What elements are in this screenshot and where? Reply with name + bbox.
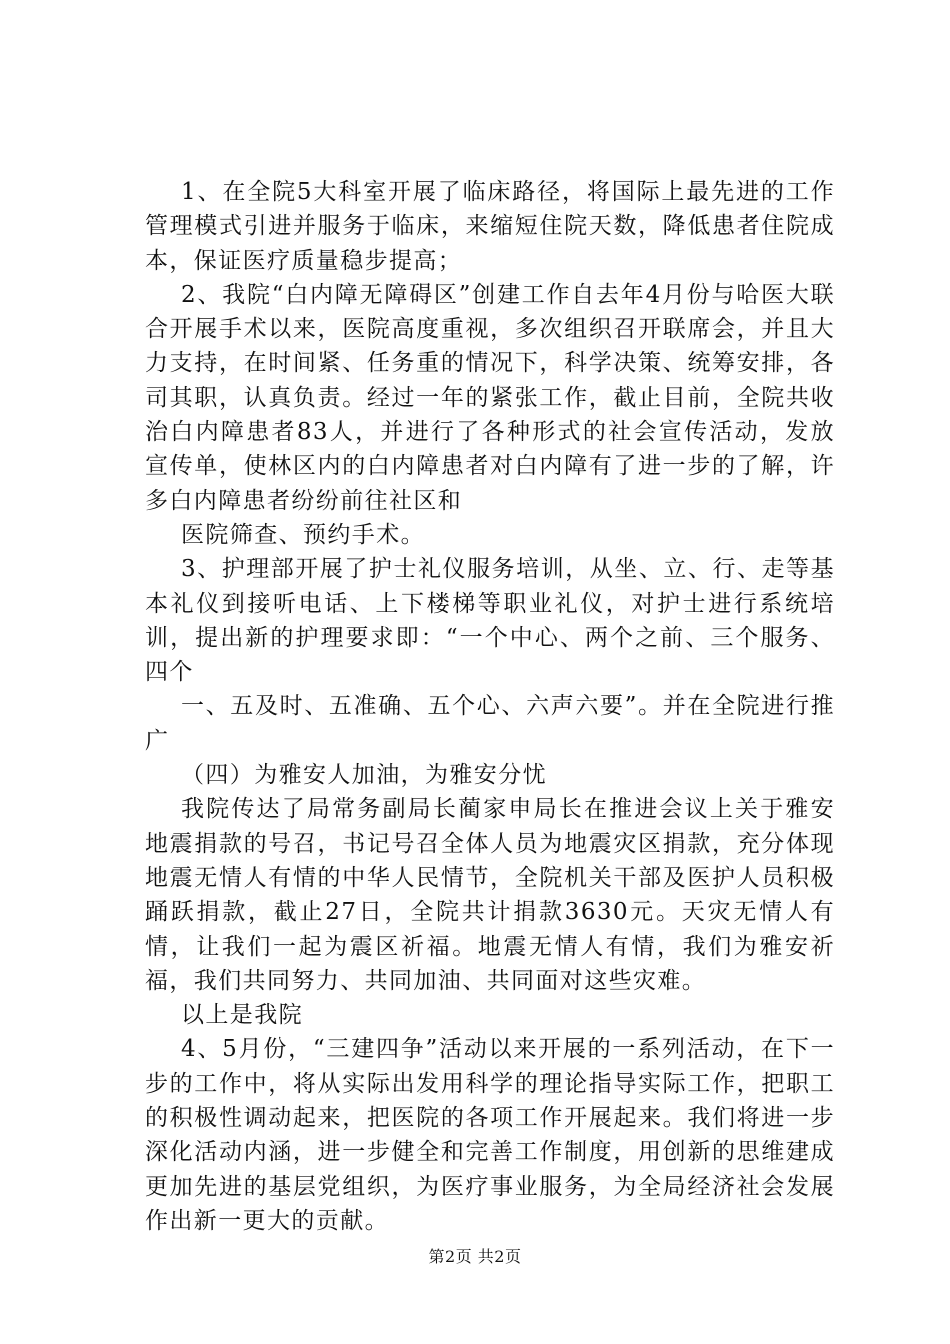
paragraph-cataract-program: 2、我院“白内障无障碍区”创建工作自去年4月份与哈医大联合开展手术以来，医院高度重视，多次组织召开联席会，并且大力支持，在时间紧、任务重的情况下，科学决策、统筹安排，各司其职，认真负责。经过一年的紧张工作，截止目前，全院共收治白内障患者83人，并进行了各种形式的社会宣传活动，发放宣传单，使林区内的白内障患者对白内障有了进一步的了解，许多白内障患者纷纷前往社区和	[145, 281, 835, 514]
paragraph-cataract-continuation: 医院筛查、预约手术。	[181, 521, 425, 548]
paragraph-conclusion: 4、5月份，“三建四争”活动以来开展的一系列活动，在下一步的工作中，将从实际出发用科学的理论指导实际工作，把职工的积极性调动起来，把医院的各项工作开展起来。我们将进一步深化活动内涵，进一步健全和完善工作制度，用创新的思维建成更加先进的基层党组织，为医疗事业服务，为全局经济社会发展作出新一更大的贡献。	[145, 1036, 835, 1234]
paragraph-nursing-etiquette: 3、护理部开展了护士礼仪服务培训，从坐、立、行、走等基本礼仪到接听电话、上下楼梯等职业礼仪，对护士进行系统培训，提出新的护理要求即：“一个中心、两个之前、三个服务、四个	[145, 556, 835, 686]
paragraph-summary-intro: 以上是我院	[181, 1002, 303, 1029]
paragraph-earthquake-donation: 我院传达了局常务副局长蔺家申局长在推进会议上关于雅安地震捐款的号召，书记号召全体人员为地震灾区捐款，充分体现地震无情人有情的中华人民情节，全院机关干部及医护人员积极踊跃捐款，截止27日，全院共计捐款3630元。天灾无情人有情，让我们一起为震区祈福。地震无情人有情，我们为雅安祈福，我们共同努力、共同加油、共同面对这些灾难。	[145, 796, 835, 994]
section-heading-yaan: （四）为雅安人加油，为雅安分忧	[181, 762, 547, 789]
paragraph-clinical-pathway: 1、在全院5大科室开展了临床路径，将国际上最先进的工作管理模式引进并服务于临床，来缩短住院天数，降低患者住院成本，保证医疗质量稳步提高；	[145, 179, 835, 274]
document-body	[145, 175, 835, 1238]
page-number-footer: 第2页 共2页	[428, 1247, 522, 1266]
paragraph-nursing-continuation: 一、五及时、五准确、五个心、六声六要”。并在全院进行推广	[145, 693, 835, 754]
